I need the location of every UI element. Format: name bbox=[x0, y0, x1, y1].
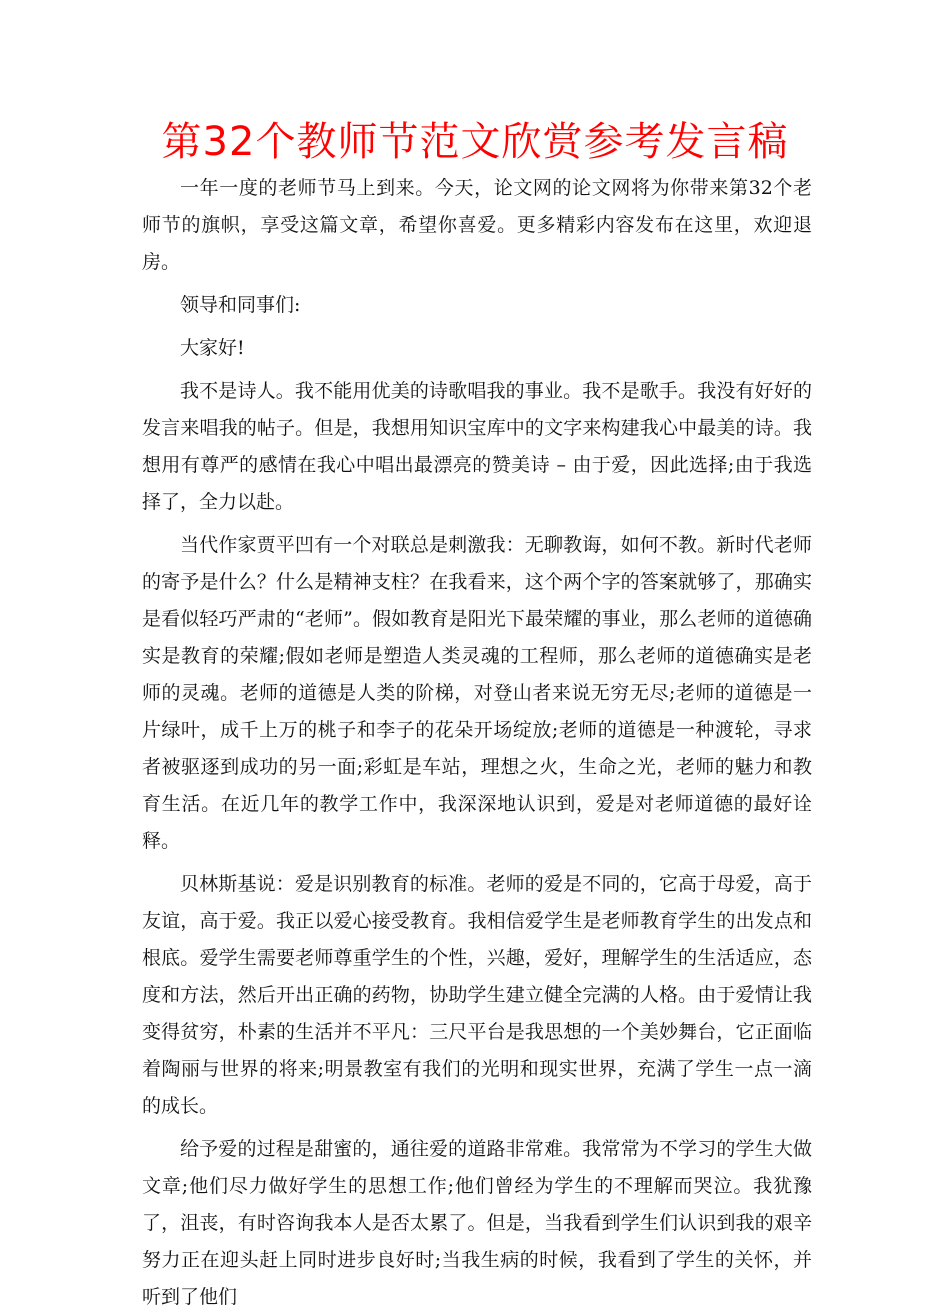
document-body bbox=[142, 170, 812, 1316]
paragraph-teacher-ethics: 当代作家贾平凹有一个对联总是刺激我：无聊教诲，如何不教。新时代老师的寄予是什么？什么是精神支柱？在我看来，这个两个字的答案就够了，那确实是看似轻巧严肃的“老师”。假如教育是阳光下最荣耀的事业，那么老师的道德确实是教育的荣耀;假如老师是塑造人类灵魂的工程师，那么老师的道德确实是老师的灵魂。老师的道德是人类的阶梯，对登山者来说无穷无尽;老师的道德是一片绿叶，成千上万的桃子和李子的花朵开场绽放;老师的道德是一种渡轮，寻求者被驱逐到成功的另一面;彩虹是车站，理想之火，生命之光，老师的魅力和教育生活。在近几年的教学工作中，我深深地认识到，爱是对老师道德的最好诠释。 bbox=[142, 534, 812, 852]
paragraph-giving-love: 给予爱的过程是甜蜜的，通往爱的道路非常难。我常常为不学习的学生大做文章;他们尽力做好学生的思想工作;他们曾经为学生的不理解而哭泣。我犹豫了，沮丧，有时咨询我本人是否太累了。但是，当我看到学生们认识到我的艰辛努力正在迎头赶上同时进步良好时;当我生病的时候，我看到了学生的关怀，并听到了他们 bbox=[142, 1138, 812, 1308]
paragraph-intro: 一年一度的老师节马上到来。今天，论文网的论文网将为你带来第32个老师节的旗帜，享受这篇文章，希望你喜爱。更多精彩内容发布在这里，欢迎退房。 bbox=[142, 177, 812, 273]
paragraph-poet: 我不是诗人。我不能用优美的诗歌唱我的事业。我不是歌手。我没有好好的发言来唱我的帖子。但是，我想用知识宝库中的文字来构建我心中最美的诗。我想用有尊严的感情在我心中唱出最漂亮的赞美诗 – 由于爱，因此选择;由于我选择了，全力以赴。 bbox=[142, 380, 812, 513]
paragraph-salutation: 领导和同事们: bbox=[180, 294, 301, 316]
paragraph-love-education: 贝林斯基说：爱是识别教育的标准。老师的爱是不同的，它高于母爱，高于友谊，高于爱。我正以爱心接受教育。我相信爱学生是老师教育学生的出发点和根底。爱学生需要老师尊重学生的个性，兴趣，爱好，理解学生的生活适应，态度和方法，然后开出正确的药物，协助学生建立健全完满的人格。由于爱情让我变得贫穷，朴素的生活并不平凡：三尺平台是我思想的一个美妙舞台，它正面临着陶丽与世界的将来;明景教室有我们的光明和现实世界，充满了学生一点一滴的成长。 bbox=[142, 873, 812, 1117]
paragraph-greeting: 大家好! bbox=[180, 337, 245, 359]
document-title: 第32个教师节范文欣赏参考发言稿 bbox=[161, 119, 789, 165]
